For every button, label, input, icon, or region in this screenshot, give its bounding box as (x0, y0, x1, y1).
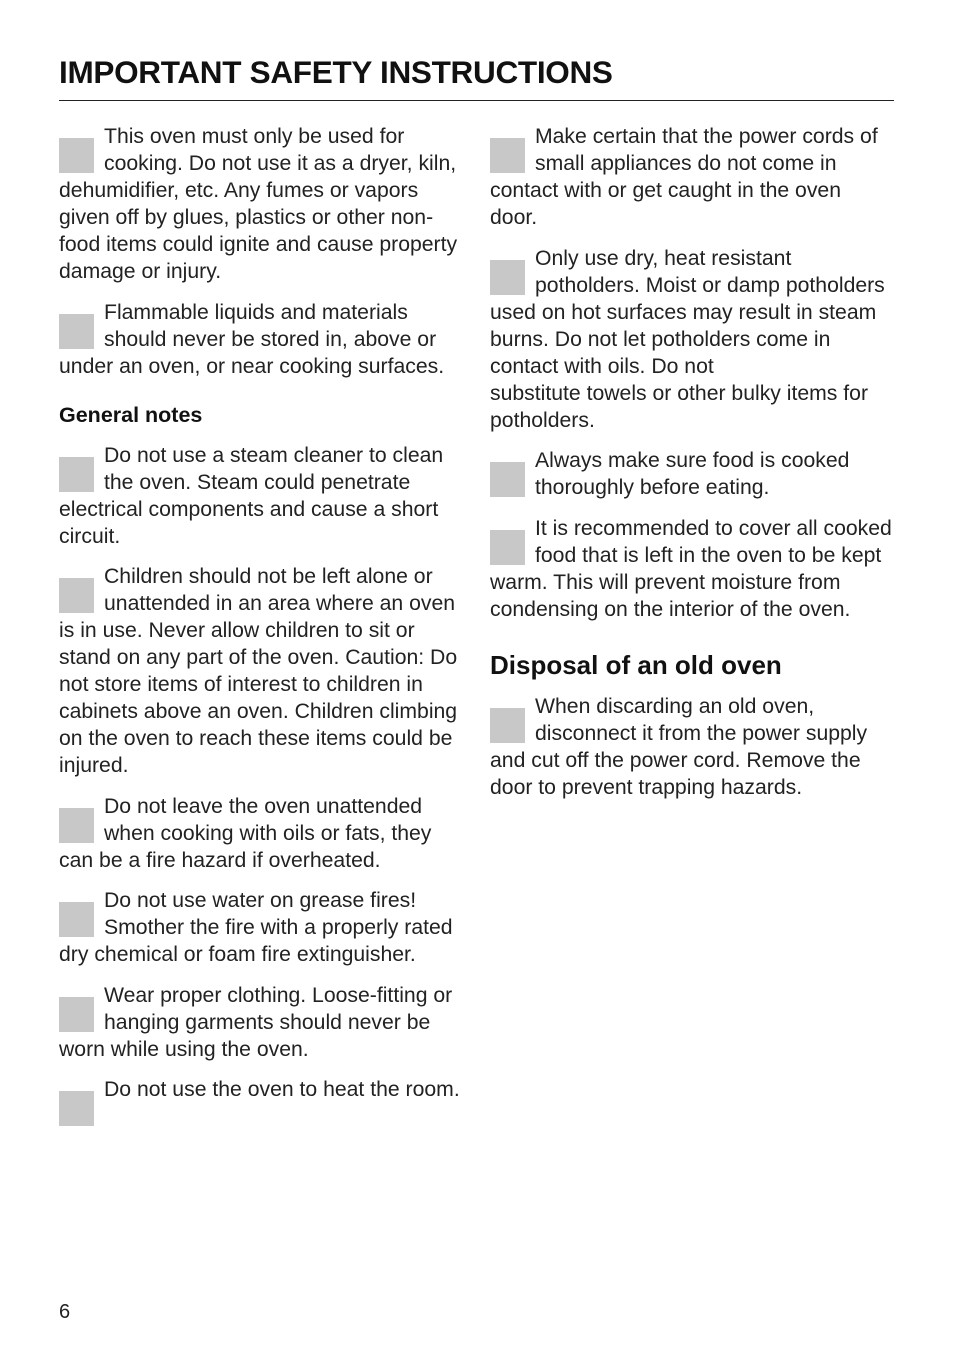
safety-item (59, 1076, 462, 1103)
safety-item (490, 515, 893, 623)
general-notes-heading: General notes (59, 402, 203, 427)
safety-item (490, 447, 893, 501)
safety-item (59, 793, 462, 874)
safety-item-text: Do not use water on grease fires! Smother the fire with a properly rated dry chemical or foam fire extinguisher. (59, 889, 453, 966)
safety-item-text: This oven must only be used for cooking. Do not use it as a dryer, kiln, dehumidifier, etc. Any fumes or vapors given off by glues, plastics or other non-food items could ignite and cause property damage or injury. (59, 125, 458, 283)
title-divider (59, 100, 894, 101)
right-column (490, 123, 893, 814)
safety-item (59, 299, 462, 380)
safety-item-text: Do not use the oven to heat the room. (104, 1078, 460, 1101)
bullet-marker (59, 997, 94, 1032)
bullet-marker (490, 138, 525, 173)
safety-item-text: Flammable liquids and materials should never be stored in, above or under an oven, or near cooking surfaces. (59, 300, 445, 378)
bullet-marker (490, 708, 525, 743)
bullet-marker (59, 1091, 94, 1126)
safety-item (59, 442, 462, 550)
bullet-marker (490, 260, 525, 295)
safety-item-text: When discarding an old oven, disconnect it from the power supply and cut off the power cord. Remove the door to prevent trapping hazards. (490, 694, 868, 799)
bullet-marker (59, 457, 94, 492)
safety-item-text: It is recommended to cover all cooked food that is left in the oven to be kept warm. This will prevent moisture from condensing on the interior of the oven. (490, 516, 892, 621)
bullet-marker (59, 578, 94, 613)
safety-item-text: Always make sure food is cooked thoroughly before eating. (535, 449, 850, 499)
safety-item (490, 123, 893, 231)
bullet-marker (490, 462, 525, 497)
disposal-heading: Disposal of an old oven (490, 649, 782, 680)
bullet-marker (59, 314, 94, 349)
safety-item-text: Children should not be left alone or unattended in an area where an oven is in use. Never allow children to sit or stand on any part of the oven. Caution: Do not store items of interest to children in cabinets above an oven. Children climbing on the oven to reach these items could be injured. (59, 565, 458, 777)
safety-item (490, 693, 893, 801)
safety-item-text: Only use dry, heat resistant potholders. Moist or damp potholders used on hot surfaces may result in steam burns. Do not let potholders come in contact with oils. Do not substitute towels or other bulky items for potholders. (490, 246, 885, 432)
left-column (59, 123, 462, 1126)
safety-item (59, 982, 462, 1063)
bullet-marker (59, 902, 94, 937)
safety-item-text: Do not use a steam cleaner to clean the oven. Steam could penetrate electrical components and cause a short circuit. (59, 443, 444, 548)
safety-item (59, 563, 462, 779)
safety-item (59, 887, 462, 968)
bullet-marker (59, 808, 94, 843)
bullet-marker (490, 530, 525, 565)
page-title: IMPORTANT SAFETY INSTRUCTIONS (59, 54, 613, 90)
safety-item (490, 245, 893, 434)
page-number: 6 (59, 1301, 71, 1323)
safety-item-text: Do not leave the oven unattended when cooking with oils or fats, they can be a fire hazard if overheated. (59, 794, 432, 872)
safety-item-text: Wear proper clothing. Loose-fitting or hanging garments should never be worn while using the oven. (59, 983, 453, 1061)
safety-item-text: Make certain that the power cords of small appliances do not come in contact with or get caught in the oven door. (490, 125, 878, 229)
bullet-marker (59, 138, 94, 173)
safety-item (59, 123, 462, 285)
